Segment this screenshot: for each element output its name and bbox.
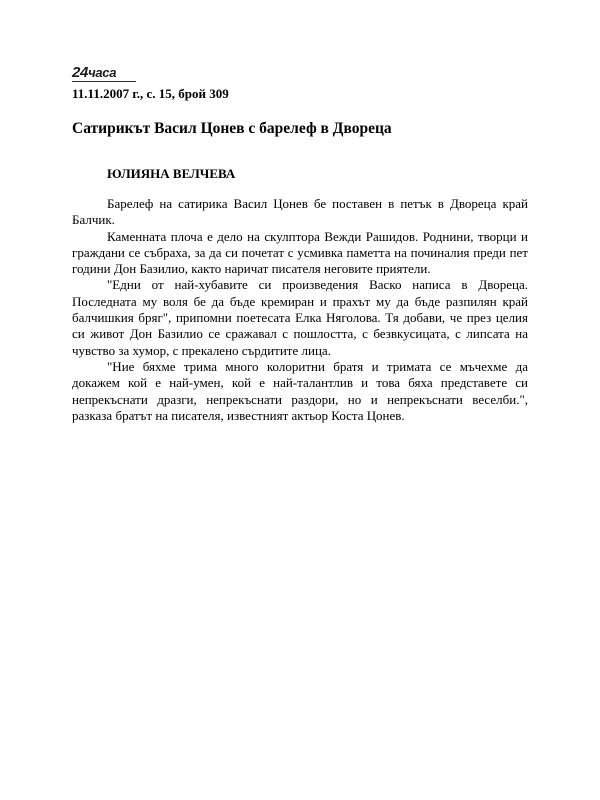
article-paragraph: "Едни от най-хубавите си произведения Васко написа в Двореца. Последната му воля бе да бъде кремиран и прахът му да бъде разпилян край балчишкия бряг", припомни поетесата Елка Няголова. Тя добави, че през целия си живот Дон Базилио се сражавал с пошлостта, с безвкусицата, с липсата на чувство за хумор, с прекалено сърдитите лица. [72,277,528,358]
logo-number: 24 [72,64,89,81]
article-paragraph: "Ние бяхме трима много колоритни братя и тримата се мъчехме да докажем кой е най-умен, кой е най-талантлив и това бяха представете си непрекъснати дразги, непрекъснати раздори, но и непрекъснати веселби.", разказа братът на писателя, известният актьор Коста Цонев. [72,358,528,423]
article-headline: Сатирикът Васил Цонев с барелеф в Двореца [72,120,392,137]
source-citation: 11.11.2007 г., с. 15, брой 309 [72,86,229,101]
newspaper-logo-text [72,66,136,80]
logo-word: часа [88,65,117,80]
article-author: ЮЛИЯНА ВЕЛЧЕВА [107,166,236,181]
article-paragraph: Каменната плоча е дело на скулптора Вежди Рашидов. Роднини, творци и граждани се събраха, за да си почетат с усмивка паметта на починалия преди пет години Дон Базилио, както наричат писателя неговите приятели. [72,228,528,277]
article-paragraph: Барелеф на сатирика Васил Цонев бе поставен в петък в Двореца край Балчик. [72,196,528,228]
logo-underline [72,81,136,82]
article-body [72,196,528,424]
newspaper-logo [72,66,136,84]
